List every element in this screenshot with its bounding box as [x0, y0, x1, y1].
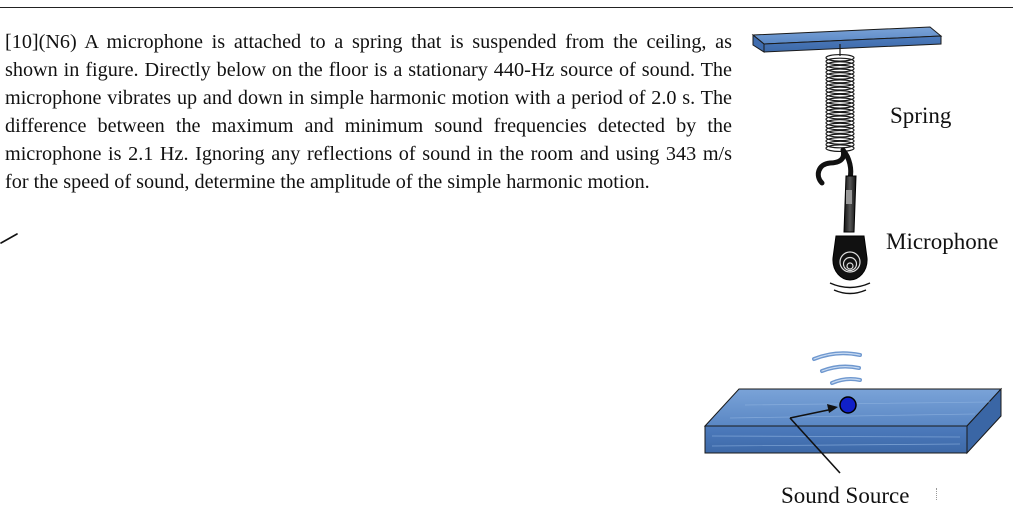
sound-waves: [814, 353, 860, 383]
problem-statement: [10](N6) A microphone is attached to a spring that is suspended from the ceiling, as shown in figure. Directly below on the floor is a stationary 440-Hz source of sound. The microphone vibrates up and down in simple harmonic motion with a period of 2.0 s. The difference between the maximum and minimum sound frequencies detected by the microphone is 2.1 Hz. Ignoring any reflections of sound in the room and using 343 m/s for the speed of sound, determine the amplitude of the simple harmonic motion.: [5, 31, 732, 193]
sound-source-dot: [840, 397, 856, 413]
stray-mark: [936, 488, 939, 500]
spring: [826, 44, 854, 151]
ceiling-block: [753, 27, 941, 52]
microphone: [830, 176, 870, 294]
microphone-label: Microphone: [886, 229, 999, 254]
spring-label: Spring: [890, 103, 952, 128]
sound-source-label: Sound Source: [781, 483, 910, 508]
